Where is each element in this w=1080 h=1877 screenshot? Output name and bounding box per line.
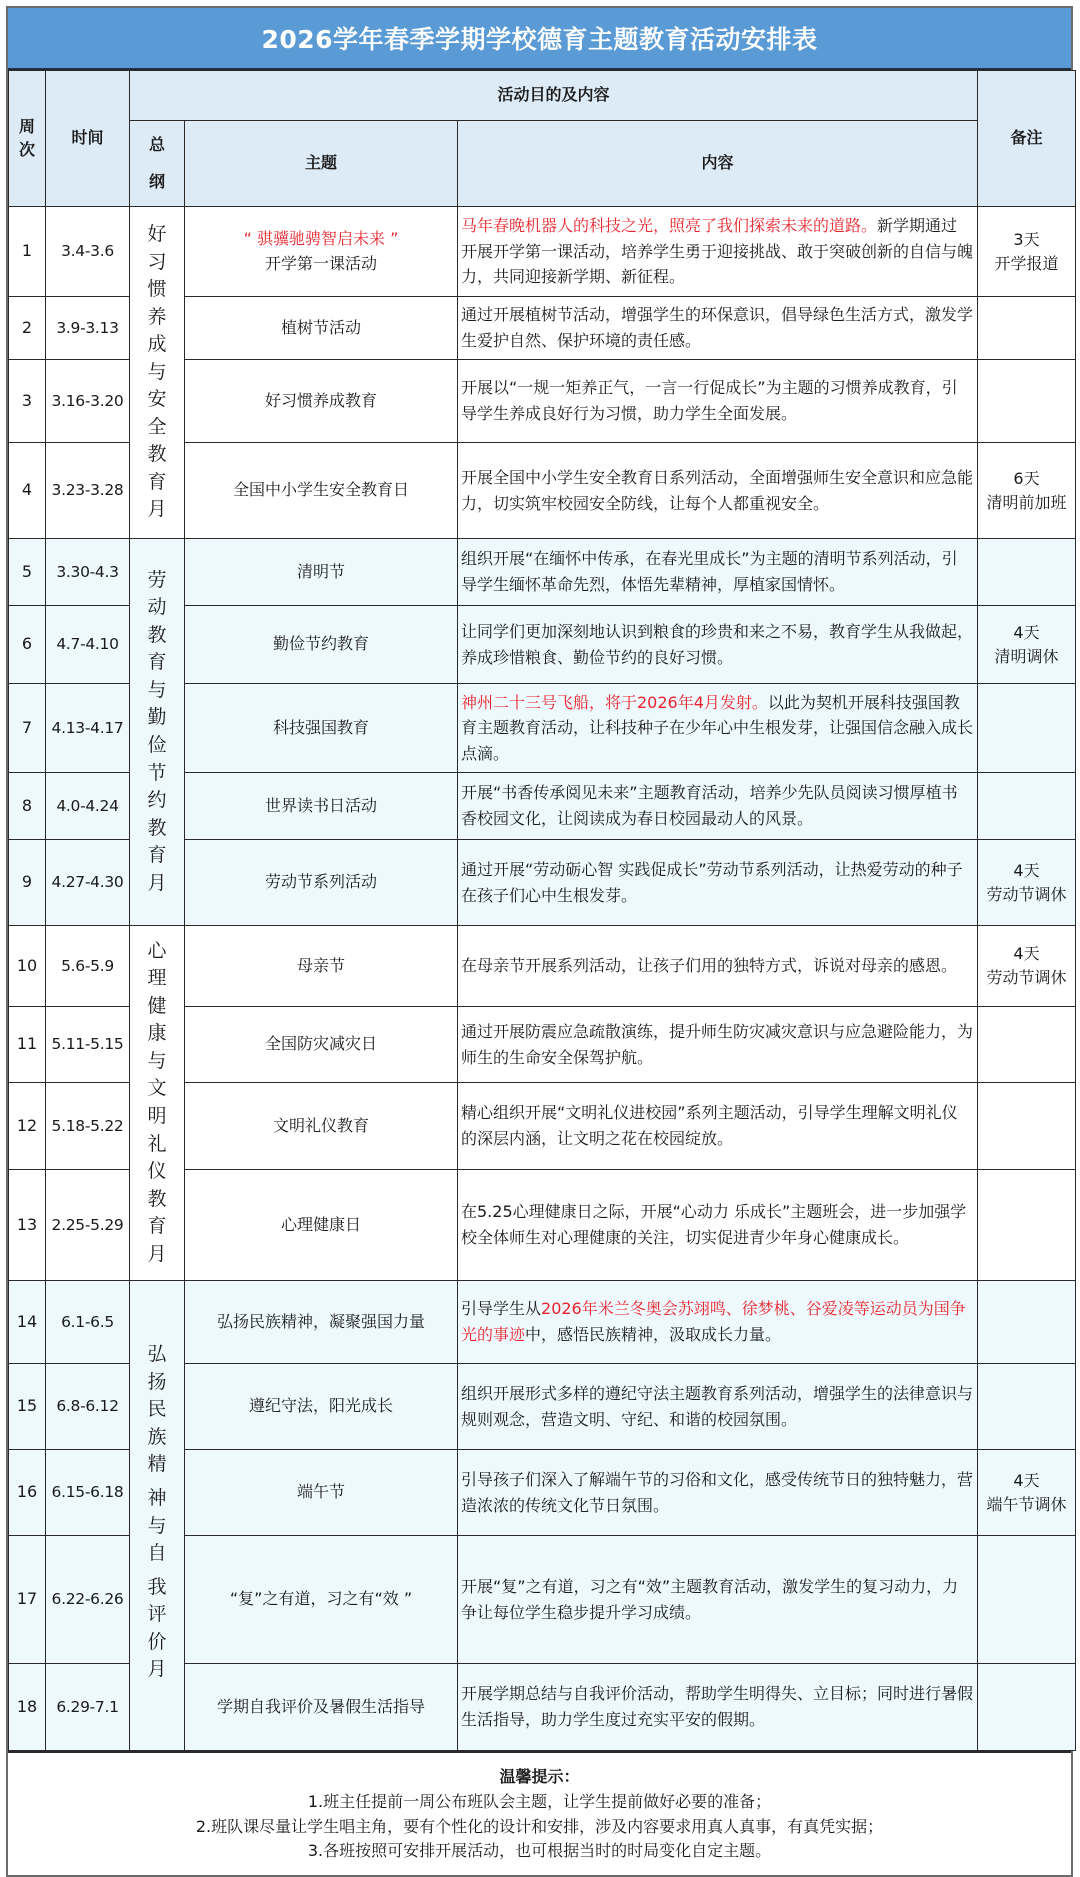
remark-cell: 6天 清明前加班 <box>978 443 1076 539</box>
content-cell: 精心组织开展“文明礼仪进校园”系列主题活动，引导学生理解文明礼仪的深层内涵，让文明之花在校园绽放。 <box>458 1083 978 1170</box>
week-cell: 16 <box>9 1450 46 1536</box>
theme-cell: 文明礼仪教育 <box>185 1083 458 1170</box>
theme-cell: “复”之有道，习之有“效 ” <box>185 1536 458 1664</box>
content-cell <box>458 207 978 297</box>
time-cell: 6.8-6.12 <box>46 1364 130 1450</box>
content-text: 以此为契机开展科技强国教育主题教育活动，让科技种子在少年心中生根发芽，让强国信念融入成长点滴。 <box>461 692 974 763</box>
theme-cell <box>185 207 458 297</box>
header-remark: 备注 <box>978 71 1076 207</box>
theme-cell: 植树节活动 <box>185 297 458 360</box>
content-cell: 让同学们更加深刻地认识到粮食的珍贵和来之不易，教育学生从我做起，养成珍惜粮食、勤俭节约的良好习惯。 <box>458 606 978 684</box>
week-cell: 15 <box>9 1364 46 1450</box>
time-cell: 4.13-4.17 <box>46 684 130 773</box>
theme-cell: 劳动节系列活动 <box>185 840 458 926</box>
content-highlight: 2026年米兰冬奥会苏翊鸣、徐梦桃、谷爱凌等运动员为国争光的事迹 <box>461 1299 966 1344</box>
remark-cell <box>978 684 1076 773</box>
time-cell: 5.18-5.22 <box>46 1083 130 1170</box>
time-cell: 3.23-3.28 <box>46 443 130 539</box>
tips-title: 温馨提示： <box>499 1767 580 1786</box>
theme-cell: 世界读书日活动 <box>185 773 458 840</box>
time-cell: 6.1-6.5 <box>46 1281 130 1364</box>
header-outline: 总纲 <box>130 121 185 207</box>
tip-item: 1.班主任提前一周公布班队会主题，让学生提前做好必要的准备； <box>307 1791 772 1811</box>
table-title: 2026学年春季学期学校德育主题教育活动安排表 <box>8 8 1071 70</box>
theme-cell: 心理健康日 <box>185 1170 458 1281</box>
content-text: 引导学生从 <box>461 1299 542 1319</box>
content-cell: 开展以“一规一矩养正气，一言一行促成长”为主题的习惯养成教育，引导学生养成良好行为习惯，助力学生全面发展。 <box>458 360 978 443</box>
content-cell: 引导孩子们深入了解端午节的习俗和文化，感受传统节日的独特魅力，营造浓浓的传统文化节日氛围。 <box>458 1450 978 1536</box>
week-cell: 13 <box>9 1170 46 1281</box>
remark-cell <box>978 1664 1076 1751</box>
tip-item: 2.班队课尽量让学生唱主角，要有个性化的设计和安排，涉及内容要求用真人真事，有真凭实据； <box>195 1816 884 1836</box>
remark-cell <box>978 539 1076 606</box>
table-row <box>9 926 1076 1007</box>
week-cell: 3 <box>9 360 46 443</box>
header-activity-group: 活动目的及内容 <box>130 71 978 121</box>
outline-cell: 弘扬民族精 神与自 我评价月 <box>130 1281 185 1751</box>
theme-text: 开学第一课活动 <box>264 253 377 273</box>
header-theme: 主题 <box>185 121 458 207</box>
week-cell: 12 <box>9 1083 46 1170</box>
time-cell: 4.0-4.24 <box>46 773 130 840</box>
week-cell: 11 <box>9 1007 46 1083</box>
week-cell: 2 <box>9 297 46 360</box>
remark-cell <box>978 1170 1076 1281</box>
schedule-table <box>8 70 1076 1751</box>
week-cell: 6 <box>9 606 46 684</box>
remark-cell: 4天 劳动节调休 <box>978 926 1076 1007</box>
time-cell: 4.7-4.10 <box>46 606 130 684</box>
content-cell: 通过开展植树节活动，增强学生的环保意识，倡导绿色生活方式，激发学生爱护自然、保护环境的责任感。 <box>458 297 978 360</box>
time-cell: 6.29-7.1 <box>46 1664 130 1751</box>
remark-cell <box>978 1007 1076 1083</box>
content-cell: 在母亲节开展系列活动，让孩子们用的独特方式，诉说对母亲的感恩。 <box>458 926 978 1007</box>
week-cell: 4 <box>9 443 46 539</box>
table-row <box>9 539 1076 606</box>
remark-cell <box>978 1281 1076 1364</box>
outline-cell: 心理健康与文明礼仪教育月 <box>130 926 185 1281</box>
week-cell: 10 <box>9 926 46 1007</box>
content-cell: 通过开展防震应急疏散演练，提升师生防灾减灾意识与应急避险能力，为师生的生命安全保驾护航。 <box>458 1007 978 1083</box>
time-cell: 6.22-6.26 <box>46 1536 130 1664</box>
header-content: 内容 <box>458 121 978 207</box>
content-cell: 开展“书香传承阅见未来”主题教育活动，培养少先队员阅读习惯厚植书香校园文化，让阅读成为春日校园最动人的风景。 <box>458 773 978 840</box>
theme-cell: 学期自我评价及暑假生活指导 <box>185 1664 458 1751</box>
outline-cell: 好习惯养成与安全教育月 <box>130 207 185 539</box>
header-time: 时间 <box>46 71 130 207</box>
remark-cell: 3天 开学报道 <box>978 207 1076 297</box>
time-cell: 3.4-3.6 <box>46 207 130 297</box>
theme-cell: 弘扬民族精神，凝聚强国力量 <box>185 1281 458 1364</box>
content-cell: 通过开展“劳动砺心智 实践促成长”劳动节系列活动，让热爱劳动的种子在孩子们心中生根发芽。 <box>458 840 978 926</box>
week-cell: 1 <box>9 207 46 297</box>
theme-cell: 全国防灾减灾日 <box>185 1007 458 1083</box>
schedule-sheet <box>6 6 1073 1877</box>
remark-cell <box>978 1083 1076 1170</box>
outline-cell: 劳动教育与勤俭节约教育月 <box>130 539 185 926</box>
time-cell: 4.27-4.30 <box>46 840 130 926</box>
remark-cell <box>978 773 1076 840</box>
theme-cell: 清明节 <box>185 539 458 606</box>
content-cell: 在5.25心理健康日之际，开展“心动力 乐成长”主题班会，进一步加强学校全体师生对心理健康的关注，切实促进青少年身心健康成长。 <box>458 1170 978 1281</box>
time-cell: 5.11-5.15 <box>46 1007 130 1083</box>
header-week: 周次 <box>9 71 46 207</box>
remark-cell <box>978 360 1076 443</box>
content-cell: 组织开展形式多样的遵纪守法主题教育系列活动，增强学生的法律意识与规则观念，营造文明、守纪、和谐的校园氛围。 <box>458 1364 978 1450</box>
week-cell: 8 <box>9 773 46 840</box>
tips-footer <box>8 1751 1071 1875</box>
content-cell: 开展全国中小学生安全教育日系列活动，全面增强师生安全意识和应急能力，切实筑牢校园安全防线，让每个人都重视安全。 <box>458 443 978 539</box>
remark-cell <box>978 297 1076 360</box>
week-cell: 5 <box>9 539 46 606</box>
content-text: 新学期通过开展开学第一课活动，培养学生勇于迎接挑战、敢于突破创新的自信与魄力，共同迎接新学期、新征程。 <box>461 216 974 287</box>
remark-cell: 4天 端午节调休 <box>978 1450 1076 1536</box>
theme-cell: 全国中小学生安全教育日 <box>185 443 458 539</box>
content-cell <box>458 1281 978 1364</box>
week-cell: 7 <box>9 684 46 773</box>
time-cell: 3.16-3.20 <box>46 360 130 443</box>
theme-cell: 遵纪守法，阳光成长 <box>185 1364 458 1450</box>
remark-cell: 4天 劳动节调休 <box>978 840 1076 926</box>
tip-item: 3.各班按照可安排开展活动，也可根据当时的时局变化自定主题。 <box>307 1841 772 1861</box>
theme-cell: 母亲节 <box>185 926 458 1007</box>
time-cell: 6.15-6.18 <box>46 1450 130 1536</box>
remark-cell <box>978 1536 1076 1664</box>
table-row <box>9 1281 1076 1364</box>
time-cell: 3.9-3.13 <box>46 297 130 360</box>
remark-cell: 4天 清明调休 <box>978 606 1076 684</box>
theme-cell: 科技强国教育 <box>185 684 458 773</box>
theme-cell: 勤俭节约教育 <box>185 606 458 684</box>
theme-cell: 端午节 <box>185 1450 458 1536</box>
week-cell: 14 <box>9 1281 46 1364</box>
content-highlight: 马年春晚机器人的科技之光，照亮了我们探索未来的道路。 <box>461 216 878 236</box>
week-cell: 17 <box>9 1536 46 1664</box>
theme-cell: 好习惯养成教育 <box>185 360 458 443</box>
theme-highlight: “ 骐骥驰骋智启未来 ” <box>243 228 399 248</box>
content-highlight: 神州二十三号飞船，将于2026年4月发射。 <box>461 692 768 712</box>
content-cell: 开展“复”之有道，习之有“效”主题教育活动，激发学生的复习动力，力争让每位学生稳步提升学习成绩。 <box>458 1536 978 1664</box>
week-cell: 18 <box>9 1664 46 1751</box>
time-cell: 2.25-5.29 <box>46 1170 130 1281</box>
week-cell: 9 <box>9 840 46 926</box>
content-cell <box>458 684 978 773</box>
content-cell: 开展学期总结与自我评价活动，帮助学生明得失、立目标；同时进行暑假生活指导，助力学生度过充实平安的假期。 <box>458 1664 978 1751</box>
time-cell: 5.6-5.9 <box>46 926 130 1007</box>
content-cell: 组织开展“在缅怀中传承，在春光里成长”为主题的清明节系列活动，引导学生缅怀革命先烈，体悟先辈精神，厚植家国情怀。 <box>458 539 978 606</box>
time-cell: 3.30-4.3 <box>46 539 130 606</box>
table-row <box>9 207 1076 297</box>
content-text: 中，感悟民族精神，汲取成长力量。 <box>525 1325 782 1344</box>
remark-cell <box>978 1364 1076 1450</box>
